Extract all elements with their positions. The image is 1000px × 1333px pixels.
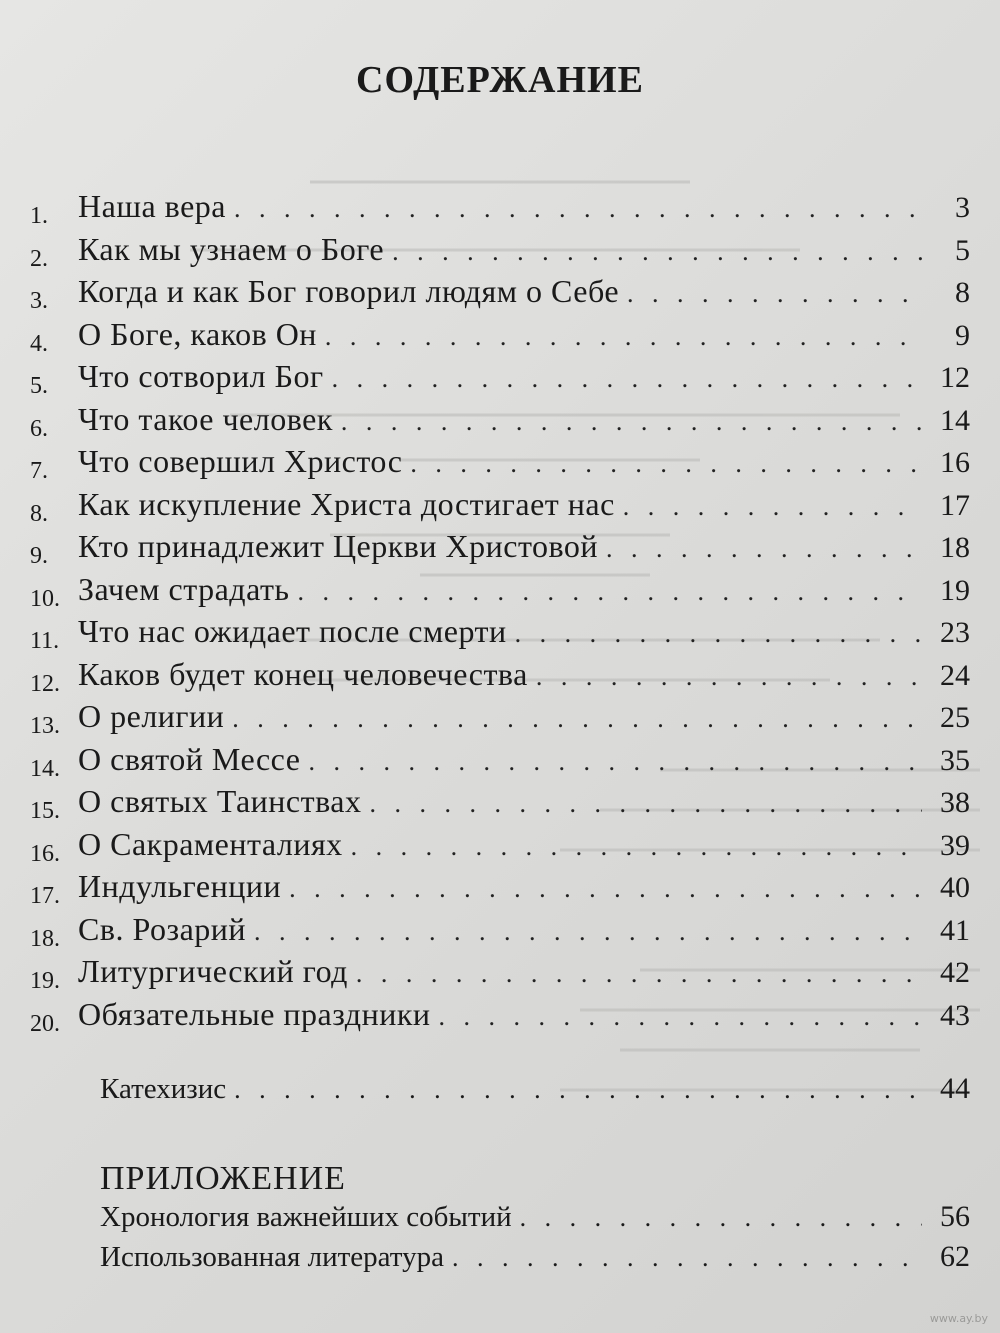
dot-leader	[254, 917, 922, 947]
toc-entry-number: 8.	[30, 500, 48, 527]
toc-entry-page: 8	[955, 276, 970, 309]
dot-leader	[452, 1243, 922, 1273]
appendix-heading: ПРИЛОЖЕНИЕ	[100, 1160, 346, 1197]
toc-entry	[30, 486, 970, 529]
toc-entry-page: 23	[940, 616, 970, 649]
toc-entry-number: 6.	[30, 415, 48, 442]
catechism-entry	[100, 1072, 970, 1106]
toc-entry-number: 18.	[30, 925, 60, 952]
toc-entry-number: 2.	[30, 245, 48, 272]
toc-entry	[30, 358, 970, 401]
toc-entry-page: 17	[940, 488, 970, 522]
dot-leader	[234, 194, 922, 224]
toc-entry-page: 19	[940, 573, 970, 607]
appendix-entry	[100, 1240, 970, 1274]
appendix-entry-title: Хронология важнейших событий	[100, 1201, 512, 1233]
dot-leader	[232, 704, 922, 734]
toc-entry-title: Что совершил Христос	[78, 443, 403, 479]
toc-entry-number: 13.	[30, 713, 60, 739]
dot-leader	[325, 322, 922, 352]
toc-entry-page: 16	[940, 446, 970, 479]
toc-entry-title: Что такое человек	[78, 400, 333, 437]
toc-entry-page: 39	[940, 828, 970, 862]
toc-entry	[30, 656, 970, 699]
toc-entry-number: 17.	[30, 883, 60, 909]
toc-entry-number: 19.	[30, 968, 60, 994]
toc-entry	[30, 401, 970, 444]
toc-entry	[30, 231, 970, 274]
toc-entry-title: Как мы узнаем о Боге	[78, 230, 385, 267]
toc-entry-number: 20.	[30, 1010, 60, 1037]
toc-entry-title: Кто принадлежит Церкви Христовой	[78, 528, 599, 564]
page-title: СОДЕРЖАНИЕ	[356, 59, 644, 101]
dot-leader	[410, 449, 922, 479]
toc-entry-number: 12.	[30, 670, 60, 697]
toc-entry-number: 1.	[30, 203, 48, 229]
toc-entry	[30, 613, 970, 656]
appendix-entry-page: 62	[940, 1240, 970, 1273]
dot-leader	[515, 619, 922, 649]
toc-entry	[30, 316, 970, 359]
toc-entry-title: Наша вера	[78, 188, 226, 224]
toc-entry-title: О святой Мессе	[78, 740, 301, 777]
toc-entry	[30, 783, 970, 826]
toc-entry-page: 41	[940, 913, 970, 947]
toc-entry	[30, 868, 970, 911]
toc-entry	[30, 996, 970, 1039]
toc-entry-title: Как искупление Христа достигает нас	[78, 485, 615, 522]
toc-entry-title: Литургический год	[78, 953, 348, 989]
toc-entry-number: 15.	[30, 798, 60, 824]
toc-entry	[30, 911, 970, 954]
toc-entry-number: 11.	[30, 628, 60, 654]
toc-entry-number: 10.	[30, 585, 60, 612]
toc-entry-number: 14.	[30, 755, 60, 782]
toc-entry-title: Каков будет конец человечества	[78, 655, 528, 692]
toc-entry-number: 5.	[30, 373, 48, 399]
toc-entry-number: 9.	[30, 543, 48, 569]
dot-leader	[356, 959, 922, 989]
toc-entry	[30, 826, 970, 869]
dot-leader	[298, 577, 922, 607]
toc-entry	[30, 273, 970, 316]
dot-leader	[520, 1203, 922, 1233]
toc-entry	[30, 443, 970, 486]
toc-entry-title: Что сотворил Бог	[78, 358, 324, 394]
toc-entry-title: Св. Розарий	[78, 910, 247, 947]
toc-entry-number: 7.	[30, 458, 48, 484]
toc-entry-page: 14	[940, 403, 970, 437]
toc-entry	[30, 571, 970, 614]
dot-leader	[536, 662, 922, 692]
appendix-entry-title: Использованная литература	[100, 1241, 444, 1273]
dot-leader	[439, 1002, 923, 1032]
toc-entry-title: О Боге, каков Он	[78, 315, 317, 352]
toc-entry-page: 35	[940, 743, 970, 777]
toc-entry-title: Индульгенции	[78, 868, 282, 904]
toc-entry-page: 25	[940, 701, 970, 734]
dot-leader	[234, 1075, 922, 1105]
toc-entry-page: 24	[940, 658, 970, 692]
toc-entry-page: 18	[940, 531, 970, 564]
catechism-title: Катехизис	[100, 1073, 227, 1105]
toc-entry	[30, 953, 970, 996]
table-of-contents	[30, 188, 970, 1038]
dot-leader	[392, 237, 922, 267]
toc-entry	[30, 741, 970, 784]
toc-entry-page: 12	[940, 361, 970, 394]
toc-entry-page: 3	[955, 191, 970, 224]
appendix-entry	[100, 1200, 970, 1234]
toc-entry-number: 16.	[30, 840, 60, 867]
toc-entry-page: 40	[940, 871, 970, 904]
dot-leader	[289, 874, 922, 904]
dot-leader	[351, 832, 922, 862]
toc-entry-page: 43	[940, 998, 970, 1032]
toc-entry	[30, 528, 970, 571]
dot-leader	[627, 279, 922, 309]
dot-leader	[606, 534, 922, 564]
site-watermark: www.ay.by	[929, 1312, 988, 1325]
dot-leader	[341, 407, 922, 437]
dot-leader	[332, 364, 922, 394]
catechism-page: 44	[940, 1072, 970, 1105]
toc-entry-title: Что нас ожидает после смерти	[78, 613, 507, 649]
appendix-entry-page: 56	[940, 1200, 970, 1233]
toc-entry-number: 3.	[30, 288, 48, 314]
dot-leader	[623, 492, 922, 522]
toc-entry-title: О Сакраменталиях	[78, 825, 343, 862]
toc-entry-page: 9	[955, 318, 970, 352]
toc-entry	[30, 188, 970, 231]
toc-entry-title: Обязательные праздники	[78, 995, 431, 1032]
toc-entry-page: 42	[940, 956, 970, 989]
toc-entry-title: О святых Таинствах	[78, 783, 362, 819]
toc-entry-page: 5	[955, 233, 970, 267]
toc-entry-number: 4.	[30, 330, 48, 357]
dot-leader	[369, 789, 922, 819]
toc-entry-title: Когда и как Бог говорил людям о Себе	[78, 273, 620, 309]
toc-entry	[30, 698, 970, 741]
dot-leader	[308, 747, 922, 777]
toc-entry-title: Зачем страдать	[78, 570, 290, 607]
toc-entry-page: 38	[940, 786, 970, 819]
toc-entry-title: О религии	[78, 698, 225, 734]
